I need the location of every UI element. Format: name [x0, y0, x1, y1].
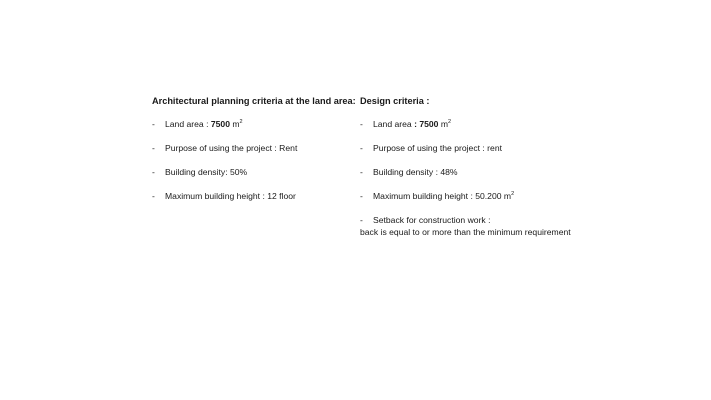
design-criteria-column: [360, 95, 705, 250]
list-item: [360, 142, 705, 154]
density-text: Building density : 48%: [373, 167, 458, 177]
planning-criteria-column: [152, 95, 357, 214]
list-item: [360, 190, 705, 202]
list-item: [152, 190, 357, 202]
height-text: Maximum building height : 12 floor: [165, 191, 296, 201]
purpose-text: Purpose of using the project : Rent: [165, 143, 298, 153]
list-item: [360, 166, 705, 178]
land-area-value: : 7500: [414, 119, 439, 129]
setback-continuation: back is equal to or more than the minimum requirement: [360, 227, 571, 237]
land-area-unit: m: [230, 119, 240, 129]
bullet-dash: -: [152, 143, 155, 153]
list-item: [360, 118, 705, 130]
density-text: Building density: 50%: [165, 167, 248, 177]
list-item: [152, 166, 357, 178]
bullet-dash: -: [360, 143, 363, 153]
bullet-dash: -: [360, 167, 363, 177]
bullet-dash: -: [152, 167, 155, 177]
land-area-unit: m: [438, 119, 449, 129]
list-item: [360, 214, 705, 238]
planning-criteria-heading: Architectural planning criteria at the land area:: [152, 96, 356, 106]
unit-superscript: 2: [511, 191, 515, 197]
setback-text: Setback for construction work :: [373, 215, 491, 225]
list-item: [152, 142, 357, 154]
bullet-dash: -: [360, 191, 363, 201]
bullet-dash: -: [360, 119, 363, 129]
purpose-text: Purpose of using the project : rent: [373, 143, 502, 153]
height-text: Maximum building height : 50.200 m: [373, 191, 512, 201]
land-area-value: 7500: [210, 119, 230, 129]
bullet-dash: -: [152, 191, 155, 201]
land-area-label: Land area :: [165, 119, 211, 129]
bullet-dash: -: [360, 215, 363, 225]
list-item: [152, 118, 357, 130]
design-criteria-heading: Design criteria :: [360, 96, 430, 106]
unit-superscript: 2: [448, 119, 452, 125]
unit-superscript: 2: [239, 119, 243, 125]
bullet-dash: -: [152, 119, 155, 129]
land-area-label: Land area: [373, 119, 415, 129]
